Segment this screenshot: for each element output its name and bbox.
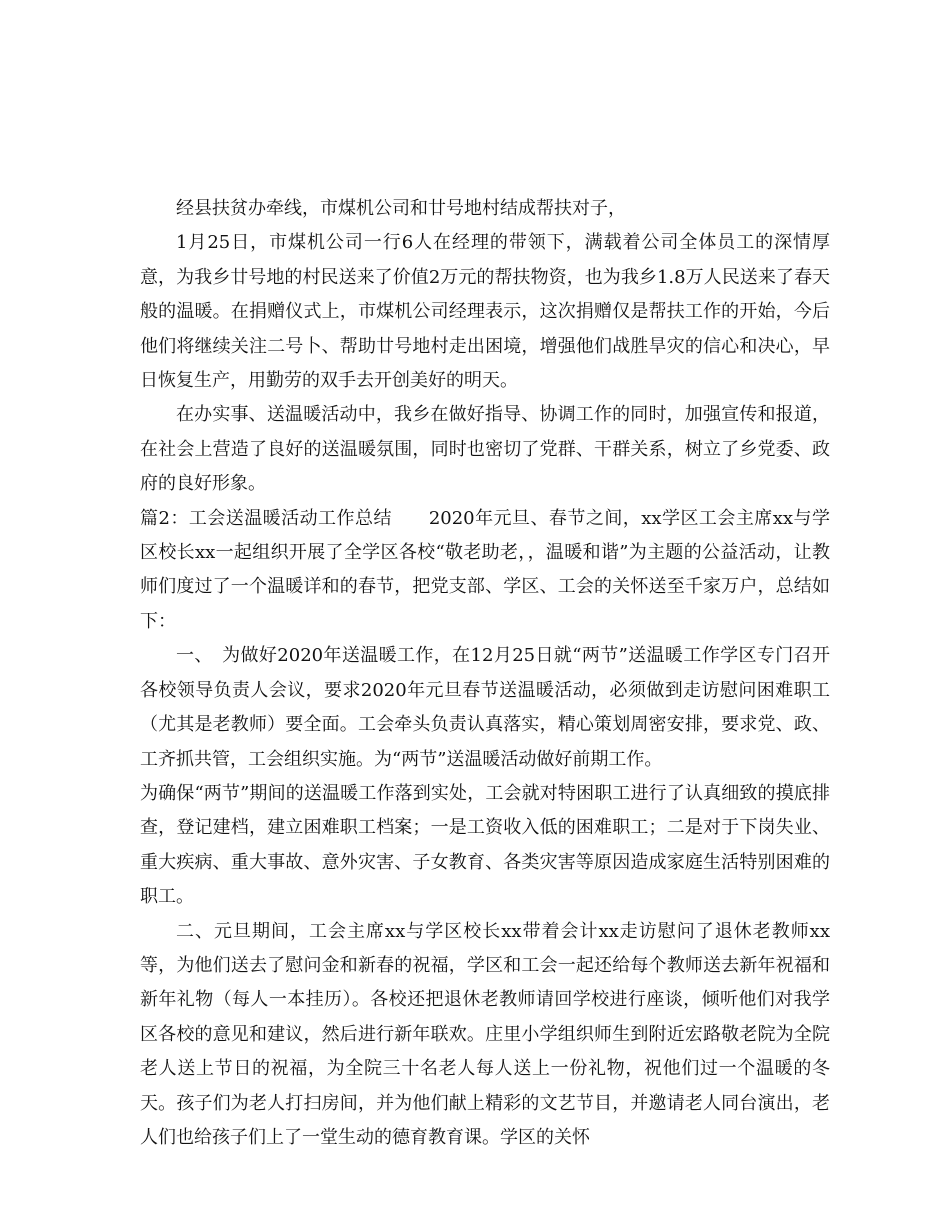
paragraph-3: 在办实事、送温暖活动中，我乡在做好指导、协调工作的同时，加强宣传和报道，在社会上营造了良好的送温暖氛围，同时也密切了党群、干群关系，树立了乡党委、政府的良好形象。: [140, 404, 830, 495]
paragraph-2: 1月25日，市煤机公司一行6人在经理的带领下，满载着公司全体员工的深情厚意，为我乡廿号地的村民送来了价值2万元的帮扶物资，也为我乡1.8万人民送来了春天般的温暖。在捐赠仪式上，市煤机公司经理表示，这次捐赠仅是帮扶工作的开始，今后他们将继续关注二号卜、帮助廿号地村走出困境，增强他们战胜旱灾的信心和决心，早日恢复生产，用勤劳的双手去开创美好的明天。: [140, 232, 830, 392]
paragraph-6: 为确保“两节”期间的送温暖工作落到实处，工会就对特困职工进行了认真细致的摸底排查，登记建档，建立困难职工档案；一是工资收入低的困难职工；二是对于下岗失业、重大疾病、重大事故、意外灾害、子女教育、各类灾害等原因造成家庭生活特别困难的职工。: [140, 782, 830, 908]
paragraph-4-section-2-heading: 篇2：工会送温暖活动工作总结 2020年元旦、春节之间，xx学区工会主席xx与学区校长xx一起组织开展了全学区各校“敬老助老，，温暖和谐”为主题的公益活动，让教师们度过了一个温暖详和的春节，把党支部、学区、工会的关怀送至千家万户，总结如下：: [140, 507, 830, 632]
document-page: [140, 192, 830, 1155]
paragraph-5-item-1: 一、 为做好2020年送温暖工作，在12月25日就“两节”送温暖工作学区专门召开各校领导负责人会议，要求2020年元旦春节送温暖活动，必须做到走访慰问困难职工（尤其是老教师）要全面。工会牵头负责认真落实，精心策划周密安排，要求党、政、工齐抓共管，工会组织实施。为“两节”送温暖活动做好前期工作。: [140, 645, 830, 770]
paragraph-1: 经县扶贫办牵线，市煤机公司和廿号地村结成帮扶对子，: [176, 198, 626, 219]
paragraph-7-item-2: 二、元旦期间，工会主席xx与学区校长xx带着会计xx走访慰问了退休老教师xx等，为他们送去了慰问金和新春的祝福，学区和工会一起还给每个教师送去新年祝福和新年礼物（每人一本挂历）。各校还把退休老教师请回学校进行座谈，倾听他们对我学区各校的意见和建议，然后进行新年联欢。庄里小学组织师生到附近宏路敬老院为全院老人送上节日的祝福，为全院三十名老人每人送上一份礼物，祝他们过一个温暖的冬天。孩子们为老人打扫房间，并为他们献上精彩的文艺节目，并邀请老人同台演出，老人们也给孩子们上了一堂生动的德育教育课。学区的关怀: [140, 920, 830, 1148]
